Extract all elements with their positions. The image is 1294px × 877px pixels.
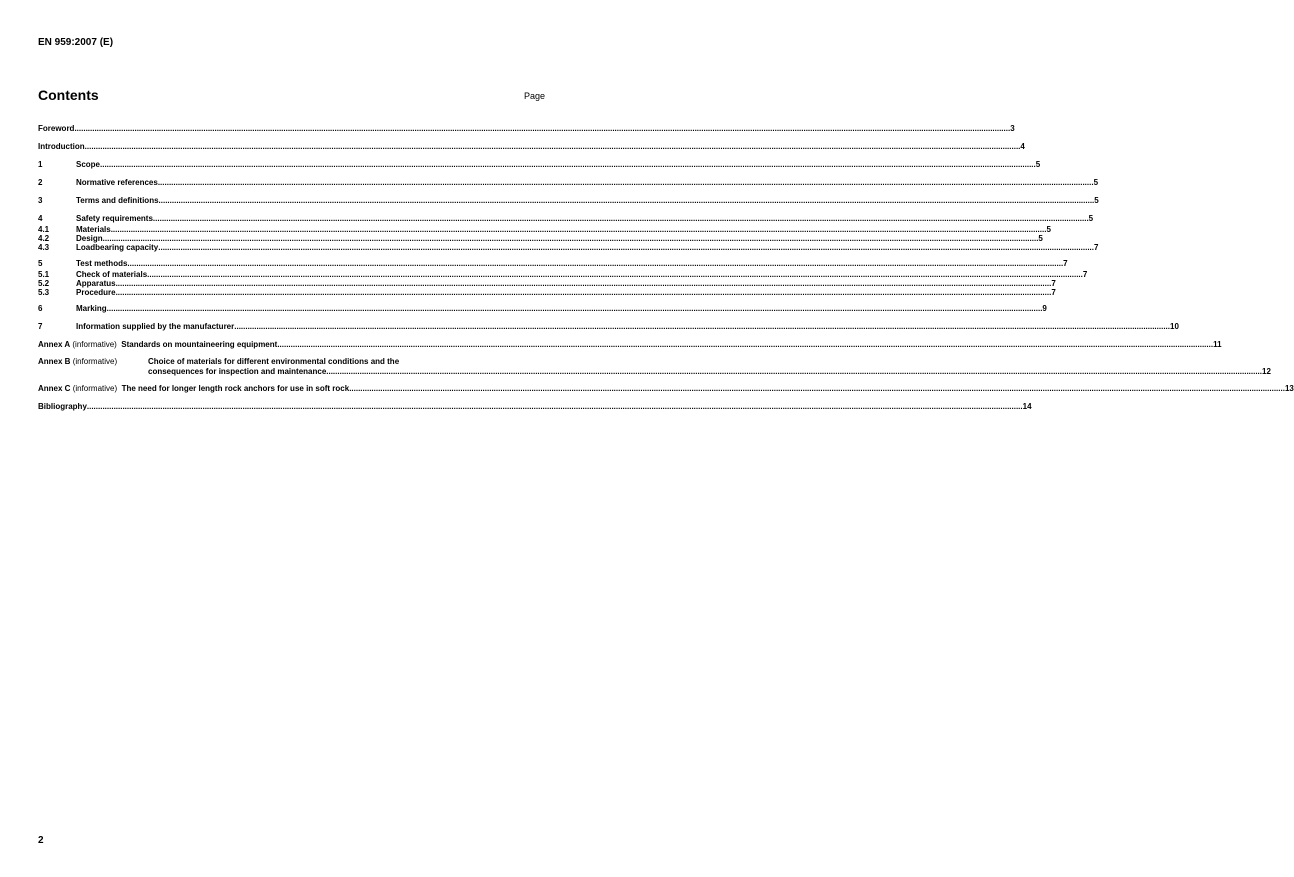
annex-prefix: Annex B [38, 357, 71, 366]
toc-entry-number: 5 [38, 259, 43, 268]
toc-entry-marking[interactable] [38, 303, 1047, 315]
toc-entry-label: Introduction [38, 142, 85, 151]
toc-entry-page: 7 [1051, 279, 1056, 288]
toc-entry-foreword[interactable] [38, 123, 1015, 135]
toc-entry-scope[interactable] [38, 159, 1041, 171]
document-header: EN 959:2007 (E) [38, 37, 114, 48]
dot-leader [116, 288, 1052, 297]
toc-entry-label: Check of materials [76, 270, 148, 279]
toc-entry-label-line2: consequences for inspection and maintenance [148, 367, 327, 376]
dot-leader [103, 234, 1039, 243]
toc-entry-page: 7 [1082, 270, 1088, 279]
toc-entry-label: Information supplied by the manufacturer [76, 322, 235, 331]
toc-entry-label: Loadbearing capacity [76, 243, 159, 252]
dot-leader [107, 303, 1043, 315]
annex-qualifier: (informative) [72, 357, 118, 366]
toc-entry-number: 5.1 [38, 270, 50, 279]
toc-entry-number: 4.1 [38, 225, 50, 234]
toc-entry-annex-a[interactable] [38, 339, 1222, 351]
toc-entry-number: 2 [38, 178, 43, 187]
toc-entry-label: Terms and definitions [76, 196, 159, 205]
dot-leader [85, 141, 1021, 153]
toc-entry-label: Normative references [76, 178, 158, 187]
dot-leader [158, 243, 1094, 252]
toc-entry-bibliography[interactable] [38, 401, 1032, 413]
toc-entry-number: 4 [38, 214, 43, 223]
dot-leader [111, 225, 1047, 234]
table-of-contents [38, 123, 1294, 413]
toc-entry-annex-c[interactable] [38, 383, 1294, 395]
toc-entry-page: 4 [1020, 142, 1025, 151]
contents-title: Contents [38, 87, 99, 103]
dot-leader [277, 339, 1213, 351]
dot-leader [159, 195, 1095, 207]
toc-entry-page: 13 [1284, 384, 1294, 393]
toc-entry-label: Standards on mountaineering equipment [121, 340, 278, 349]
toc-entry-annex-b[interactable] [38, 357, 1271, 377]
toc-entry-page: 7 [1051, 288, 1056, 297]
toc-entry-number: 6 [38, 304, 43, 313]
dot-leader [100, 159, 1036, 171]
annex-prefix: Annex C [38, 384, 71, 393]
toc-entry-number: 3 [38, 196, 43, 205]
toc-entry-label: Test methods [76, 259, 128, 268]
page-number: 2 [38, 835, 44, 846]
toc-entry-label: Procedure [76, 288, 116, 297]
toc-entry-page: 5 [1094, 196, 1099, 205]
toc-entry-page: 10 [1170, 322, 1179, 331]
toc-entry-label: Foreword [38, 124, 75, 133]
dot-leader [74, 123, 1010, 135]
dot-leader [234, 321, 1170, 333]
toc-entry-terms-and-definitions[interactable] [38, 195, 1099, 207]
dot-leader [153, 213, 1089, 225]
toc-entry-page: 5 [1093, 178, 1099, 187]
toc-entry-page: 11 [1213, 340, 1222, 349]
toc-entry-label: Design [76, 234, 103, 243]
toc-entry-page: 5 [1035, 160, 1041, 169]
toc-entry-label: Marking [76, 304, 107, 313]
toc-entry-label: Scope [76, 160, 101, 169]
toc-entry-page: 5 [1046, 225, 1051, 234]
toc-entry-page: 14 [1022, 402, 1032, 411]
dot-leader [326, 367, 1262, 377]
toc-entry-number: 7 [38, 322, 43, 331]
dot-leader [87, 401, 1023, 413]
toc-entry-label-line1: Choice of materials for different environmental conditions and the [148, 357, 400, 366]
toc-entry-number: 5.2 [38, 279, 50, 288]
toc-entry-number: 4.2 [38, 234, 50, 243]
page-column-label: Page [523, 91, 545, 101]
toc-entry-procedure[interactable] [38, 288, 1056, 297]
toc-entry-label: Bibliography [38, 402, 87, 411]
toc-entry-page: 3 [1010, 124, 1015, 133]
toc-entry-test-methods[interactable] [38, 258, 1068, 270]
toc-entry-loadbearing-capacity[interactable] [38, 243, 1099, 252]
toc-entry-normative-references[interactable] [38, 177, 1099, 189]
toc-entry-page: 7 [1063, 259, 1068, 268]
dot-leader [158, 177, 1094, 189]
toc-entry-page: 9 [1042, 304, 1047, 313]
annex-prefix: Annex A [38, 340, 71, 349]
toc-entry-number: 4.3 [38, 243, 50, 252]
dot-leader [147, 270, 1083, 279]
toc-entry-number: 5.3 [38, 288, 50, 297]
toc-entry-information-supplied[interactable] [38, 321, 1179, 333]
toc-entry-check-of-materials[interactable] [38, 270, 1088, 279]
annex-qualifier: (informative) [72, 340, 117, 349]
toc-entry-label: Safety requirements [76, 214, 153, 223]
annex-qualifier: (informative) [72, 384, 118, 393]
toc-entry-label: The need for longer length rock anchors for use in soft rock [121, 384, 350, 393]
dot-leader [116, 279, 1052, 288]
dot-leader [349, 383, 1285, 395]
toc-entry-number: 1 [38, 160, 43, 169]
toc-entry-apparatus[interactable] [38, 279, 1056, 288]
toc-entry-label: Materials [76, 225, 111, 234]
toc-entry-materials[interactable] [38, 225, 1051, 234]
toc-entry-design[interactable] [38, 234, 1043, 243]
toc-entry-page: 5 [1038, 234, 1043, 243]
toc-entry-safety-requirements[interactable] [38, 213, 1094, 225]
toc-entry-page: 7 [1094, 243, 1099, 252]
toc-entry-page: 5 [1088, 214, 1094, 223]
toc-entry-page: 12 [1262, 367, 1271, 376]
dot-leader [127, 258, 1063, 270]
toc-entry-introduction[interactable] [38, 141, 1025, 153]
toc-entry-label: Apparatus [76, 279, 116, 288]
